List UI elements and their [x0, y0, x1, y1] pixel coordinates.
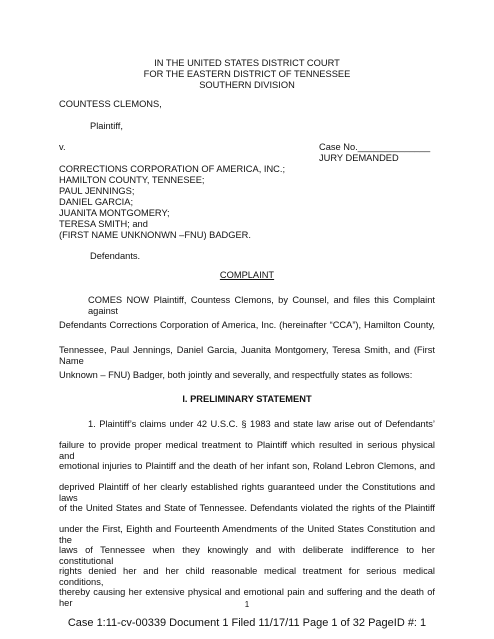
- paragraph-line: thereby causing her extensive physical and emotional pain and suffering and the death of her: [59, 587, 435, 608]
- plaintiff-role: Plaintiff,: [90, 121, 123, 131]
- defendant-item: JUANITA MONTGOMERY;: [59, 208, 170, 218]
- jury-demanded: JURY DEMANDED: [319, 153, 399, 163]
- filing-footer: Case 1:11-cv-00339 Document 1 Filed 11/17/11 Page 1 of 32 PageID #: 1: [67, 617, 427, 629]
- defendant-item: PAUL JENNINGS;: [59, 186, 135, 196]
- court-name-line1: IN THE UNITED STATES DISTRICT COURT: [154, 58, 340, 68]
- defendant-item: DANIEL GARCIA;: [59, 197, 134, 207]
- paragraph-line: laws of Tennessee when they knowingly and with deliberate indifference to her constitutional: [59, 545, 435, 566]
- paragraph-line: emotional injuries to Plaintiff and the death of her infant son, Roland Lebron Clemons, and: [59, 461, 435, 471]
- complaint-title: COMPLAINT: [219, 270, 275, 280]
- plaintiff-name: COUNTESS CLEMONS,: [59, 99, 162, 109]
- intro-line: Tennessee, Paul Jennings, Daniel Garcia, Juanita Montgomery, Teresa Smith, and (First Name: [59, 345, 435, 366]
- page-number: 1: [244, 600, 250, 609]
- versus: v.: [59, 142, 66, 152]
- court-division: SOUTHERN DIVISION: [199, 80, 295, 90]
- section-heading: I. PRELIMINARY STATEMENT: [182, 394, 312, 404]
- defendants-role: Defendants.: [90, 251, 141, 261]
- defendant-item: HAMILTON COUNTY, TENNESEE;: [59, 175, 205, 185]
- paragraph-line: deprived Plaintiff of her clearly established rights guaranteed under the Constitutions and laws: [59, 482, 435, 503]
- intro-line: Unknown – FNU) Badger, both jointly and severally, and respectfully states as follows:: [59, 370, 413, 380]
- paragraph-line: of the United States and State of Tennessee. Defendants violated the rights of the Plaintiff: [59, 503, 435, 513]
- paragraph-line: failure to provide proper medical treatment to Plaintiff which resulted in serious physical and: [59, 440, 435, 461]
- paragraph-line: 1. Plaintiff’s claims under 42 U.S.C. § 1983 and state law arise out of Defendants’: [88, 419, 435, 429]
- defendant-item: (FIRST NAME UNKNONWN –FNU) BADGER.: [59, 230, 251, 240]
- court-name-line2: FOR THE EASTERN DISTRICT OF TENNESSEE: [143, 69, 351, 79]
- intro-line: COMES NOW Plaintiff, Countess Clemons, by Counsel, and files this Complaint against: [88, 295, 435, 316]
- paragraph-line: under the First, Eighth and Fourteenth Amendments of the United States Constitution and the: [59, 524, 435, 545]
- defendant-item: TERESA SMITH; and: [59, 219, 148, 229]
- case-number: Case No.______________: [319, 142, 431, 152]
- defendant-item: CORRECTIONS CORPORATION OF AMERICA, INC.;: [59, 164, 286, 174]
- intro-line: Defendants Corrections Corporation of America, Inc. (hereinafter “CCA”), Hamilton County,: [59, 320, 435, 330]
- paragraph-line: rights denied her and her child reasonable medical treatment for serious medical conditions,: [59, 566, 435, 587]
